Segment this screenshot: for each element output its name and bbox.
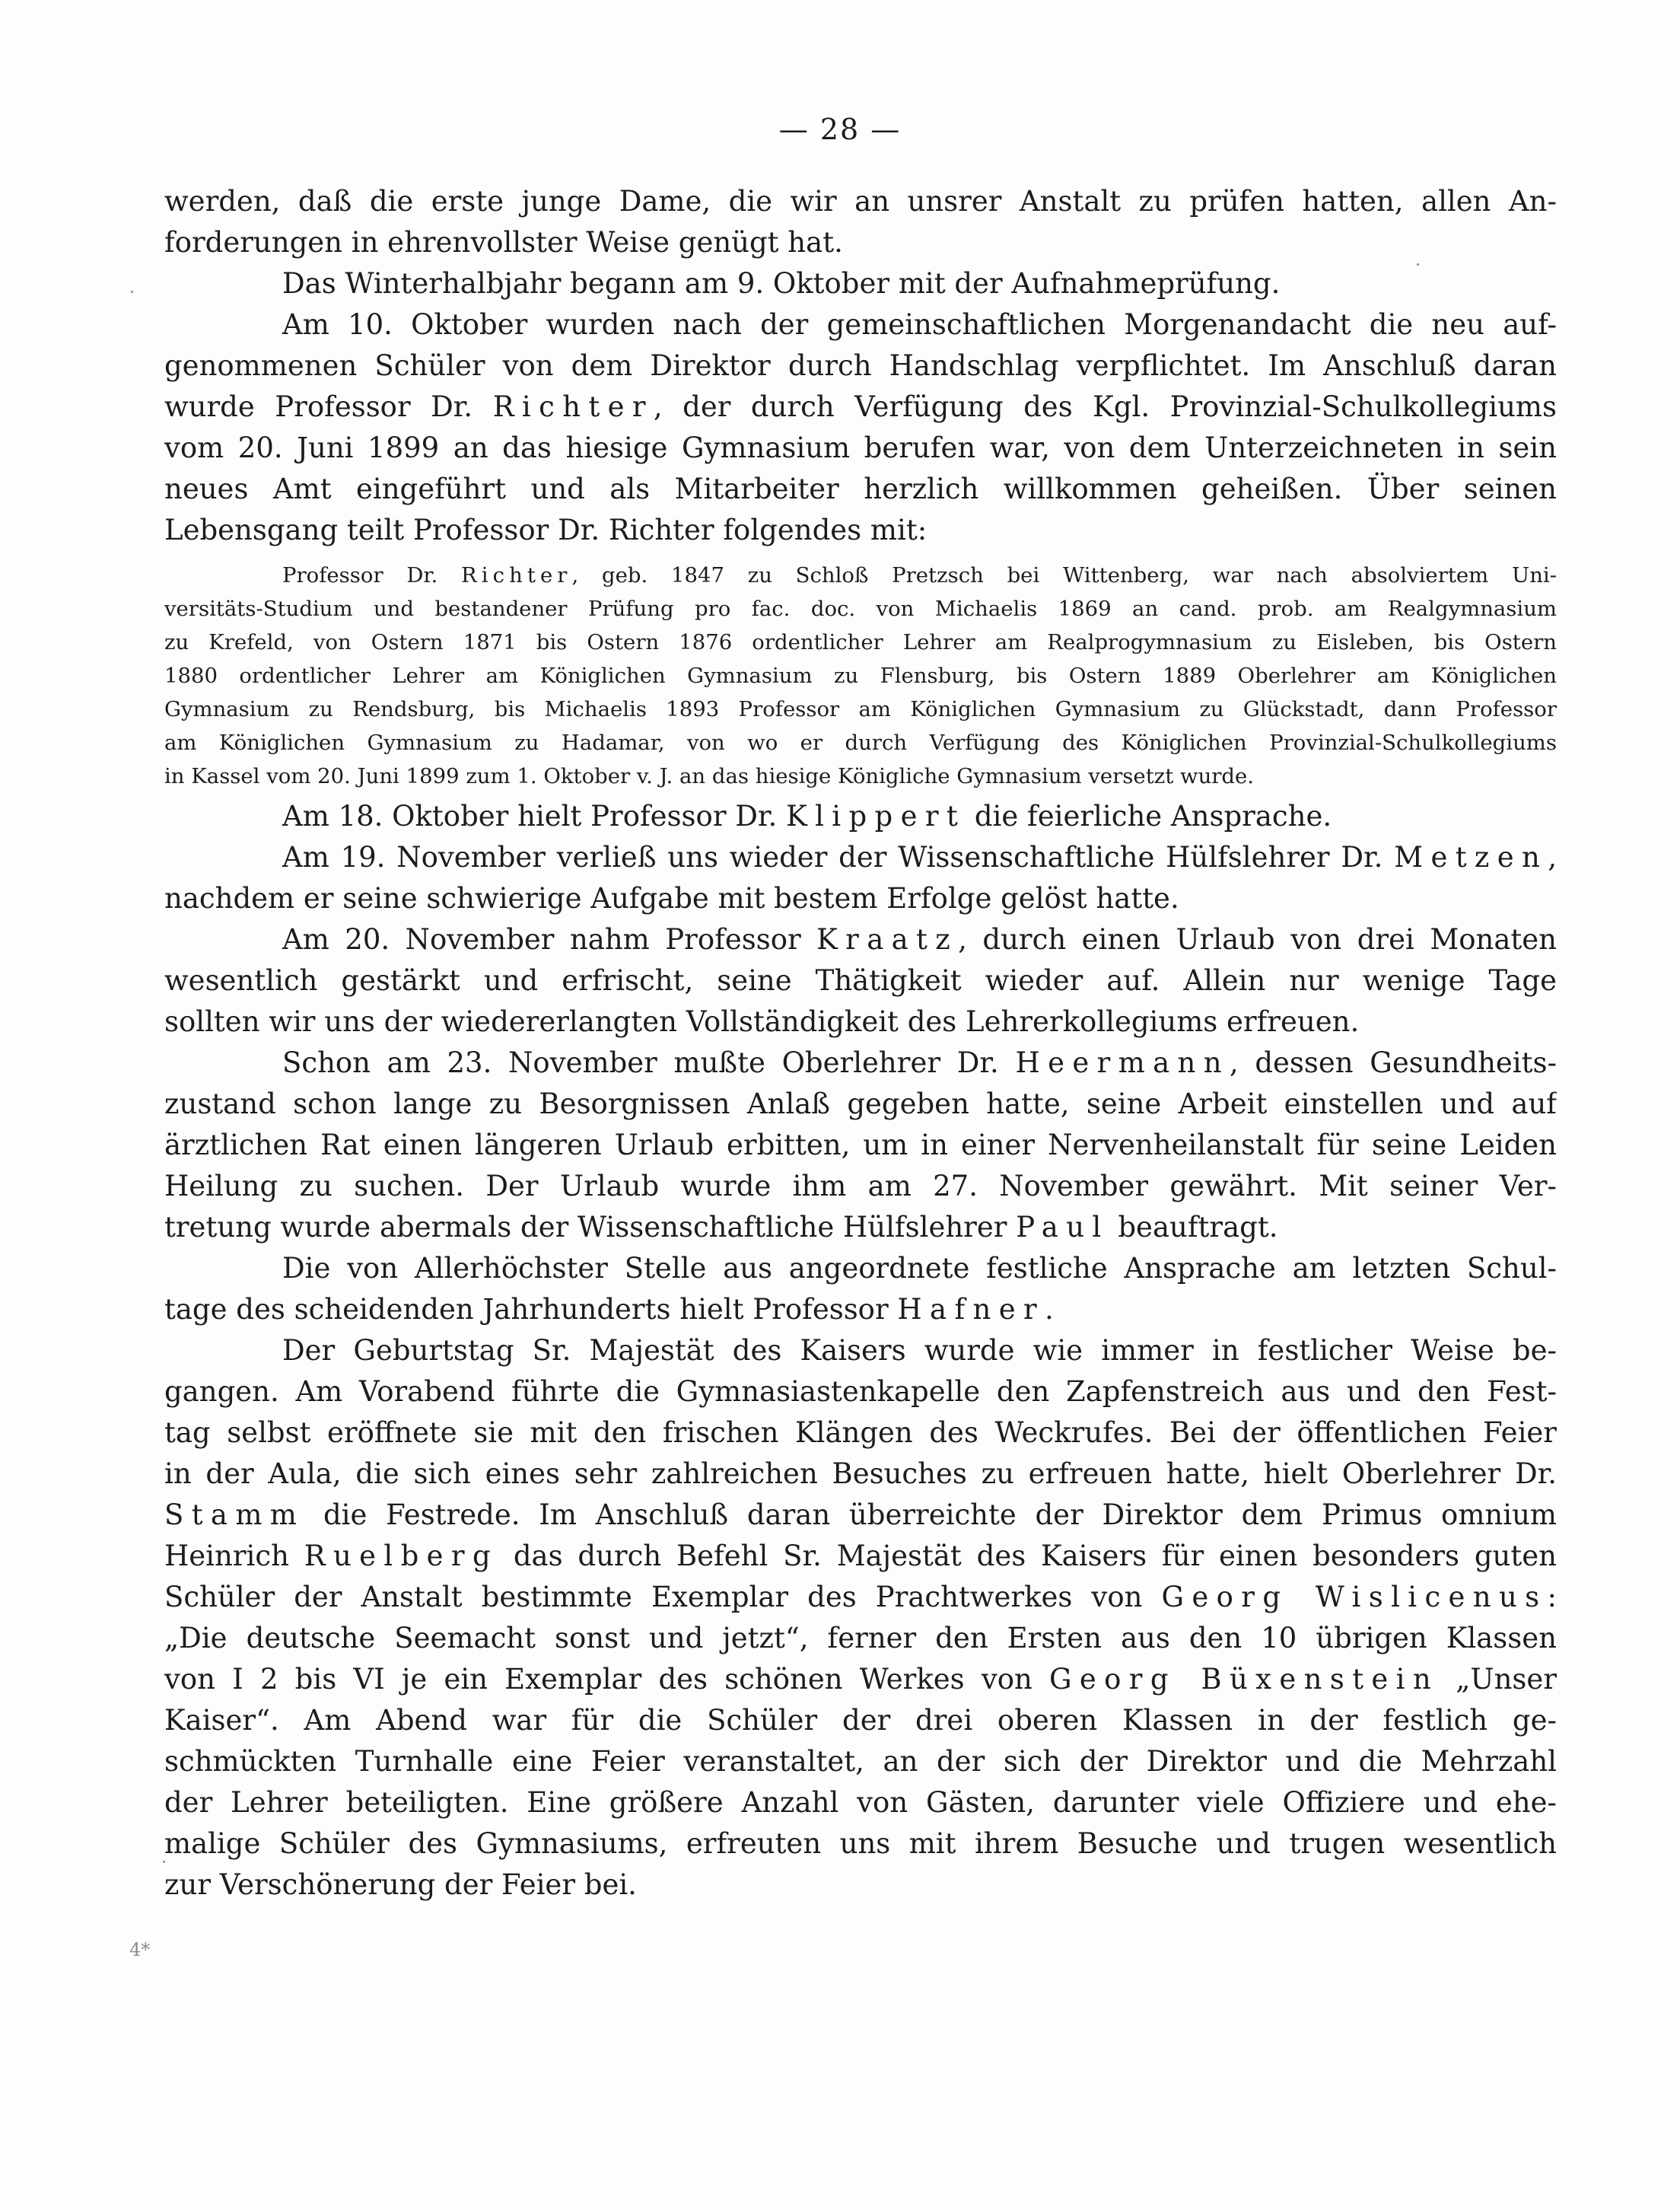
text-line: neues Amt eingeführt und als Mitarbeiter herzlich willkommen geheißen. Über seinen — [164, 473, 1557, 505]
text-line: in der Aula, die sich eines sehr zahlreichen Besuches zu erfreuen hatte, hielt Oberlehrer Dr. — [164, 1457, 1557, 1490]
text-line: Kaiser“. Am Abend war für die Schüler der drei oberen Klassen in der festlich ge- — [164, 1704, 1557, 1737]
text-line: nachdem er seine schwierige Aufgabe mit bestem Erfolge gelöst hatte. — [164, 882, 1179, 915]
text-line: vom 20. Juni 1899 an das hiesige Gymnasium berufen war, von dem Unterzeichneten in sein — [164, 431, 1557, 464]
page-number: — 28 — — [778, 113, 902, 146]
text-line: Die von Allerhöchster Stelle aus angeordnete festliche Ansprache am letzten Schul- — [282, 1252, 1557, 1285]
body-text — [164, 181, 1557, 1906]
spaced-name: Richter — [461, 563, 572, 588]
text-line: Schüler der Anstalt bestimmte Exemplar des Prachtwerkes von Georg Wislicenus: — [164, 1581, 1557, 1613]
small-print-line: versitäts-Studium und bestandener Prüfung pro fac. doc. von Michaelis 1869 an cand. prob. am Realgymnasium — [164, 597, 1557, 621]
text-line: Schon am 23. November mußte Oberlehrer Dr. Heermann, dessen Gesundheits- — [282, 1046, 1557, 1079]
text-line: Am 19. November verließ uns wieder der Wissenschaftliche Hülfslehrer Dr. Metzen, — [282, 841, 1557, 874]
text-line: tag selbst eröffnete sie mit den frischen Klängen des Weckrufes. Bei der öffentlichen Feier — [164, 1416, 1557, 1449]
text-line: gangen. Am Vorabend führte die Gymnasiastenkapelle den Zapfenstreich aus und den Fest- — [164, 1375, 1557, 1408]
text-line: zur Verschönerung der Feier bei. — [164, 1868, 637, 1901]
print-speck — [131, 291, 133, 293]
text-line: malige Schüler des Gymnasiums, erfreuten uns mit ihrem Besuche und trugen wesentlich — [164, 1827, 1557, 1860]
spaced-name: Heermann — [1015, 1046, 1230, 1079]
spaced-name: Metzen — [1394, 841, 1548, 874]
text-line: „Die deutsche Seemacht sonst und jetzt“, ferner den Ersten aus den 10 übrigen Klassen — [164, 1622, 1557, 1654]
small-print-line: zu Krefeld, von Ostern 1871 bis Ostern 1876 ordentlicher Lehrer am Realprogymnasium zu Eisleben, bis Ostern — [164, 630, 1557, 654]
text-line: Am 18. Oktober hielt Professor Dr. Klippert die feierliche Ansprache. — [282, 800, 1332, 833]
spaced-name: Klippert — [786, 800, 966, 833]
text-line: Heilung zu suchen. Der Urlaub wurde ihm am 27. November gewährt. Mit seiner Ver- — [164, 1170, 1557, 1202]
text-line: wesentlich gestärkt und erfrischt, seine Thätigkeit wieder auf. Allein nur wenige Tage — [164, 964, 1557, 997]
spaced-name: Hafner — [897, 1293, 1045, 1326]
text-line: forderungen in ehrenvollster Weise genügt hat. — [164, 226, 843, 259]
spaced-name: Georg Wislicenus — [1161, 1581, 1548, 1613]
text-line: werden, daß die erste junge Dame, die wir an unsrer Anstalt zu prüfen hatten, allen An- — [164, 185, 1557, 218]
text-line: Heinrich Ruelberg das durch Befehl Sr. Majestät des Kaisers für einen besonders guten — [164, 1540, 1557, 1572]
small-print-line: Professor Dr. Richter, geb. 1847 zu Schloß Pretzsch bei Wittenberg, war nach absolviertem Uni- — [282, 563, 1557, 588]
small-print-line: am Königlichen Gymnasium zu Hadamar, von wo er durch Verfügung des Königlichen Provinzial-Schulkollegiums — [164, 731, 1557, 755]
signature-mark: 4* — [129, 1939, 151, 1960]
print-speck — [163, 1861, 165, 1863]
text-line: ärztlichen Rat einen längeren Urlaub erbitten, um in einer Nervenheilanstalt für seine Leiden — [164, 1129, 1557, 1161]
spaced-name: Georg Büxenstein — [1049, 1663, 1440, 1696]
text-line: Der Geburtstag Sr. Majestät des Kaisers wurde wie immer in festlicher Weise be- — [282, 1334, 1557, 1367]
spaced-name: Paul — [1016, 1211, 1109, 1244]
text-line: tretung wurde abermals der Wissenschaftliche Hülfslehrer Paul beauftragt. — [164, 1211, 1278, 1244]
text-line: Lebensgang teilt Professor Dr. Richter folgendes mit: — [164, 514, 928, 546]
text-line: der Lehrer beteiligten. Eine größere Anzahl von Gästen, darunter viele Offiziere und ehe- — [164, 1786, 1557, 1819]
small-print-line: in Kassel vom 20. Juni 1899 zum 1. Oktober v. J. an das hiesige Königliche Gymnasium versetzt wurde. — [164, 764, 1255, 788]
small-print-line: Gymnasium zu Rendsburg, bis Michaelis 1893 Professor am Königlichen Gymnasium zu Glückstadt, dann Professor — [164, 697, 1557, 721]
spaced-name: Richter — [492, 390, 654, 423]
spaced-name: Ruelberg — [304, 1540, 498, 1572]
text-line: von I 2 bis VI je ein Exemplar des schönen Werkes von Georg Büxenstein „Unser — [164, 1663, 1557, 1696]
text-line: Am 20. November nahm Professor Kraatz, durch einen Urlaub von drei Monaten — [282, 923, 1557, 956]
small-print-line: 1880 ordentlicher Lehrer am Königlichen Gymnasium zu Flensburg, bis Ostern 1889 Oberlehrer am Königlichen — [164, 664, 1557, 688]
print-speck — [1417, 263, 1419, 266]
text-line: tage des scheidenden Jahrhunderts hielt Professor Hafner. — [164, 1293, 1054, 1326]
spaced-name: Stamm — [164, 1498, 305, 1531]
text-line: genommenen Schüler von dem Direktor durch Handschlag verpflichtet. Im Anschluß daran — [164, 349, 1557, 382]
text-line: zustand schon lange zu Besorgnissen Anlaß gegeben hatte, seine Arbeit einstellen und auf — [164, 1087, 1557, 1120]
text-line: Das Winterhalbjahr begann am 9. Oktober mit der Aufnahmeprüfung. — [282, 267, 1281, 300]
text-line: Am 10. Oktober wurden nach der gemeinschaftlichen Morgenandacht die neu auf- — [282, 308, 1557, 341]
text-line: schmückten Turnhalle eine Feier veranstaltet, an der sich der Direktor und die Mehrzahl — [164, 1745, 1557, 1778]
text-line: sollten wir uns der wiedererlangten Vollständigkeit des Lehrerkollegiums erfreuen. — [164, 1005, 1360, 1038]
text-line: Stamm die Festrede. Im Anschluß daran überreichte der Direktor dem Primus omnium — [164, 1498, 1557, 1531]
spaced-name: Kraatz — [816, 923, 959, 956]
text-line: wurde Professor Dr. Richter, der durch Verfügung des Kgl. Provinzial-Schulkollegiums — [164, 390, 1557, 423]
